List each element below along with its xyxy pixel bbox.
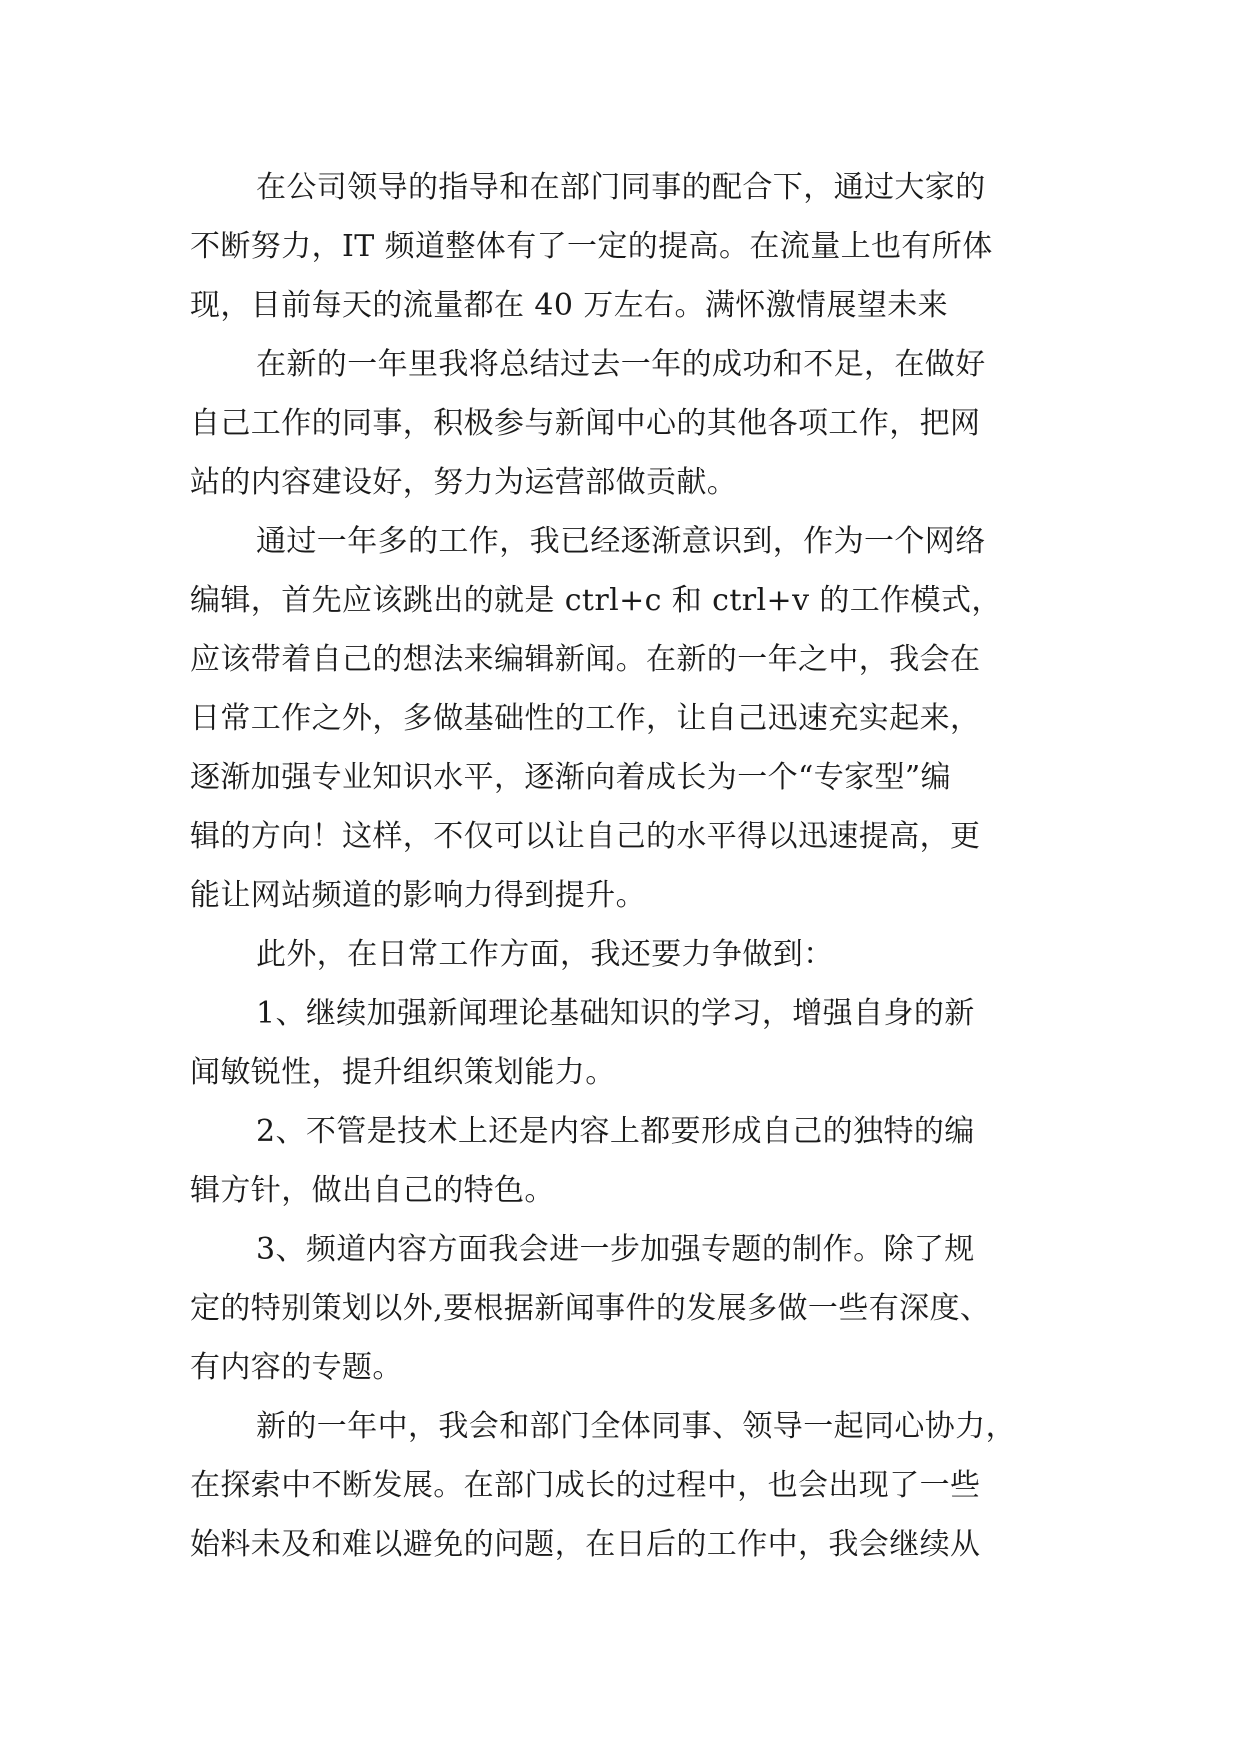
- text-line: 日常工作之外，多做基础性的工作，让自己迅速充实起来，: [190, 701, 981, 736]
- text-line: 定的特别策划以外,要根据新闻事件的发展多做一些有深度、: [190, 1291, 991, 1326]
- paragraph-4: [190, 925, 1070, 984]
- text-line: 辑的方向！这样，不仅可以让自己的水平得以迅速提高，更: [190, 819, 981, 854]
- text-line: 编辑，首先应该跳出的就是 ctrl+c 和 ctrl+v 的工作模式，: [190, 583, 1002, 618]
- paragraph-2: [190, 335, 1070, 512]
- text-line: 通过一年多的工作，我已经逐渐意识到，作为一个网络: [256, 524, 986, 559]
- text-line: 2、不管是技术上还是内容上都要形成自己的独特的编: [256, 1114, 975, 1149]
- text-line: 新的一年中，我会和部门全体同事、领导一起同心协力，: [256, 1409, 1016, 1444]
- text-line: 不断努力，IT 频道整体有了一定的提高。在流量上也有所体: [190, 229, 993, 264]
- text-line: 自己工作的同事，积极参与新闻中心的其他各项工作，把网: [190, 406, 981, 441]
- text-line: 闻敏锐性，提升组织策划能力。: [190, 1055, 616, 1090]
- text-line: 逐渐加强专业知识水平，逐渐向着成长为一个“专家型”编: [190, 760, 952, 795]
- text-line: 站的内容建设好，努力为运营部做贡献。: [190, 465, 738, 500]
- list-item-1: [190, 984, 1070, 1102]
- text-line: 现，目前每天的流量都在 40 万左右。满怀激情展望未来: [190, 288, 949, 323]
- text-line: 能让网站频道的影响力得到提升。: [190, 878, 646, 913]
- text-line: 1、继续加强新闻理论基础知识的学习，增强自身的新: [256, 996, 975, 1031]
- text-line: 在公司领导的指导和在部门同事的配合下，通过大家的: [256, 170, 986, 205]
- text-line: 3、频道内容方面我会进一步加强专题的制作。除了规: [256, 1232, 975, 1267]
- text-line: 辑方针，做出自己的特色。: [190, 1173, 555, 1208]
- paragraph-8: [190, 1397, 1070, 1574]
- text-line: 此外，在日常工作方面，我还要力争做到：: [256, 937, 834, 972]
- document-body: [190, 158, 1070, 1574]
- list-item-3: [190, 1220, 1070, 1397]
- paragraph-1: [190, 158, 1070, 335]
- text-line: 有内容的专题。: [190, 1350, 403, 1385]
- text-line: 应该带着自己的想法来编辑新闻。在新的一年之中，我会在: [190, 642, 981, 677]
- text-line: 在新的一年里我将总结过去一年的成功和不足，在做好: [256, 347, 986, 382]
- paragraph-3: [190, 512, 1070, 925]
- text-line: 始料未及和难以避免的问题，在日后的工作中，我会继续从: [190, 1527, 981, 1562]
- list-item-2: [190, 1102, 1070, 1220]
- text-line: 在探索中不断发展。在部门成长的过程中，也会出现了一些: [190, 1468, 981, 1503]
